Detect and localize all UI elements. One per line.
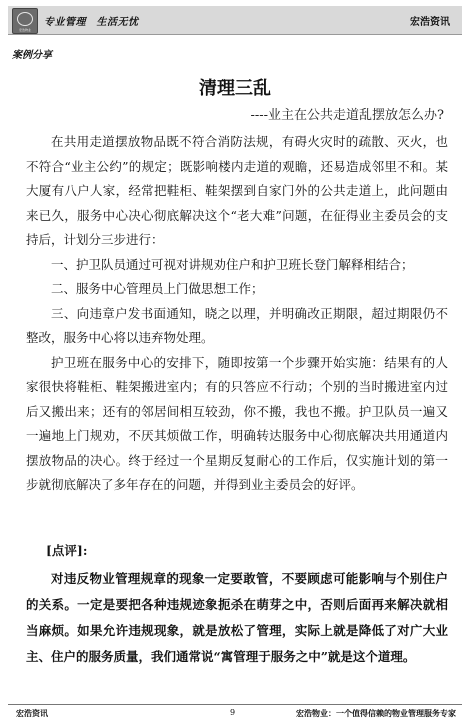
paragraph: 护卫班在服务中心的安排下，随即按第一个步骤开始实施：结果有的人家很快将鞋柜、鞋架搬进室内；有的只答应不行动；个别的当时搬进室内过后又搬出来；还有的邻居间相互较劲，你不搬，我也不搬。护卫队员一遍又一遍地上门规劝，不厌其烦做工作，明确转达服务中心彻底解决共用通道内摆放物品的决心。终于经过一个星期反复耐心的工作后，仅实施计划的第一步就彻底解决了多年存在的问题，并得到业主委员会的好评。 [26,354,448,492]
paragraph: 二、服务中心管理员上门做思想工作； [51,281,264,296]
footer-right: 宏浩物业：一个值得信赖的物业管理服务专家 [296,708,456,718]
header-brand: 宏浩资讯 [410,17,450,28]
paragraph: 在共用走道摆放物品既不符合消防法规，有碍火灾时的疏散、灭火，也不符合“业主公约”的规定；既影响楼内走道的观瞻，还易造成邻里不和。某大厦有八户人家，经常把鞋柜、鞋架摆到自家门外的公共走道上，此问题由来已久，服务中心决心彻底解决这个“老大难”问题，在征得业主委员会的支持后，计划分三步进行： [26,134,448,247]
footer-left: 宏浩资讯 [16,708,48,718]
paragraph: 一、护卫队员通过可视对讲规劝住户和护卫班长登门解释相结合； [51,256,414,272]
page-header [8,6,462,35]
company-logo [12,8,38,34]
article-body [26,130,448,498]
page-number: 9 [230,708,236,717]
logo-text: 宏浩物业 [18,28,31,32]
article-subtitle: ----业主在公共走道乱摆放怎么办? [250,108,444,123]
article-title: 清理三乱 [199,78,271,99]
header-slogan: 专业管理 生活无忧 [44,17,139,28]
paragraph: 三、向违章户发书面通知，晓之以理，并明确改正期限，超过期限仍不整改，服务中心将以违弃物处理。 [26,305,448,345]
comment-label: [点评]: [46,543,88,558]
section-label: 案例分享 [12,50,52,61]
footer-divider [8,704,462,705]
logo-emblem-icon [17,12,33,26]
comment-section [26,538,448,670]
comment-text: 对违反物业管理规章的现象一定要敢管，不要顾虑可能影响与个别住户的关系。一定是要把各种违规迹象扼杀在萌芽之中，否则后面再来解决就相当麻烦。如果允许违规现象，就是放松了管理，实际上就是降低了对广大业主、住户的服务质量，我们通常说“寓管理于服务之中”就是这个道理。 [26,571,448,664]
